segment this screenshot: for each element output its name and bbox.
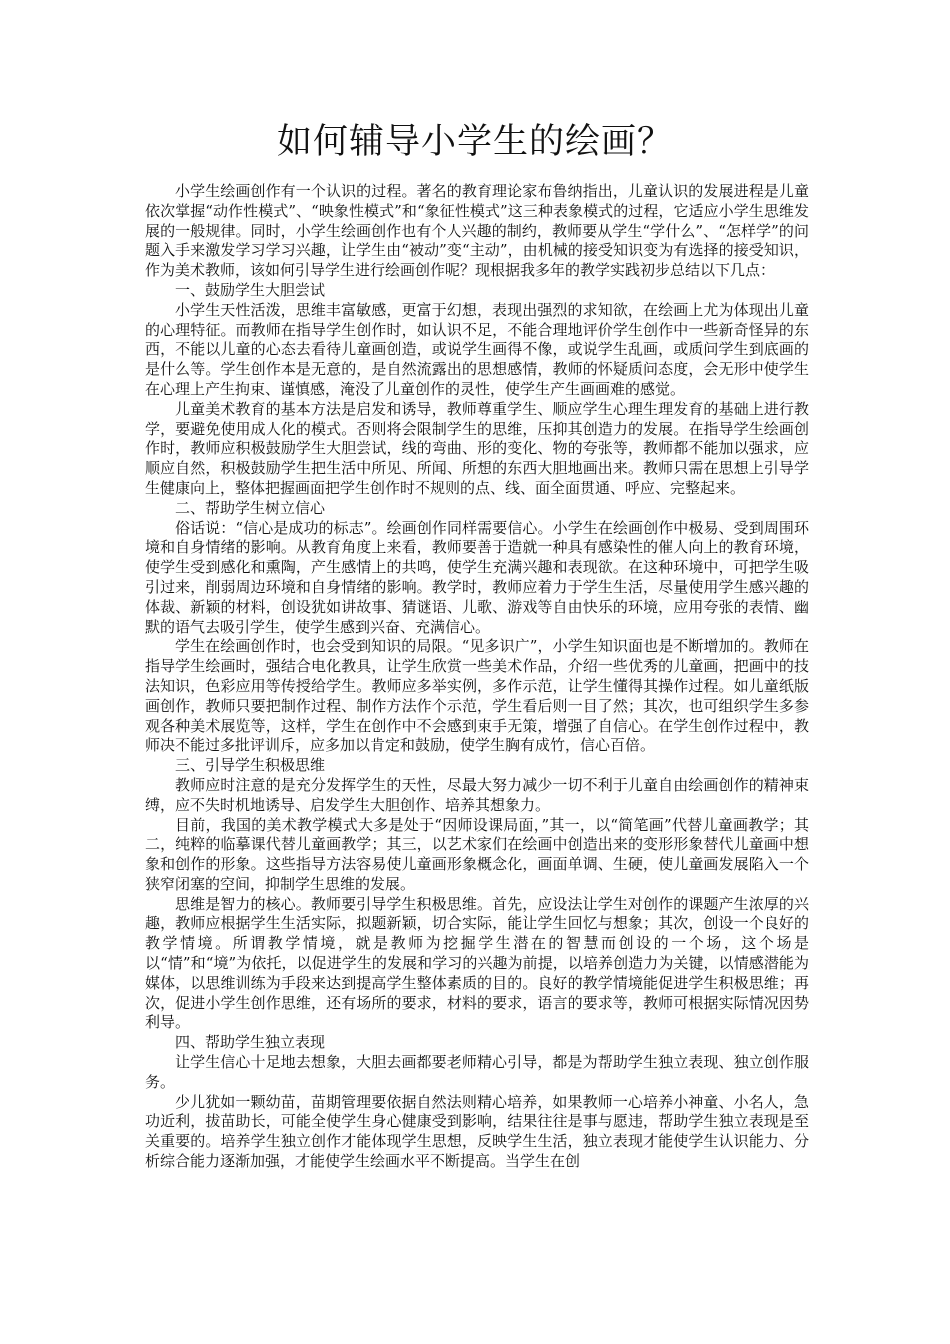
paragraph: 小学生天性活泼，思维丰富敏感，更富于幻想，表现出强烈的求知欲，在绘画上尤为体现出儿童的心理特征。而教师在指导学生创作时，如认识不足，不能合理地评价学生创作中一些新奇怪异的东西，不能以儿童的心态去看待儿童画创造，或说学生画得不像，或说学生乱画，或质问学生到底画的是什么等。学生创作本是无意的，是自然流露出的思想感情，教师的怀疑质问态度，会无形中使学生在心理上产生拘束、谨慎感，淹没了儿童创作的灵性，使学生产生画画难的感觉。 <box>145 300 809 398</box>
section-heading-1: 一、鼓励学生大胆尝试 <box>175 280 326 299</box>
document-body <box>145 182 809 1172</box>
paragraph: 俗话说：“信心是成功的标志”。绘画创作同样需要信心。小学生在绘画创作中极易、受到周围环境和自身情绪的影响。从教育角度上来看，教师要善于造就一种具有感染性的催人向上的教育环境，使学生受到感化和熏陶，产生感情上的共鸣，使学生充满兴趣和表现欲。在这种环境中，可把学生吸引过来，削弱周边环境和自身情绪的影响。教学时，教师应着力于学生生活，尽量使用学生感兴趣的体裁、新颖的材料，创设犹如讲故事、猜谜语、儿歌、游戏等自由快乐的环境，应用夸张的表情、幽默的语气去吸引学生，使学生感到兴奋、充满信心。 <box>145 518 809 636</box>
paragraph: 儿童美术教育的基本方法是启发和诱导，教师尊重学生、顺应学生心理生理发育的基础上进行教学，要避免使用成人化的模式。否则将会限制学生的思维，压抑其创造力的发展。在指导学生绘画创作时，教师应积极鼓励学生大胆尝试，线的弯曲、形的变化、物的夸张等，教师都不能加以强求，应顺应自然，积极鼓励学生把生活中所见、所闻、所想的东西大胆地画出来。教师只需在思想上引导学生健康向上，整体把握画面把学生创作时不规则的点、线、面全面贯通、呼应、完整起来。 <box>145 399 809 497</box>
paragraph: 教师应时注意的是充分发挥学生的天性，尽最大努力减少一切不利于儿童自由绘画创作的精神束缚，应不失时机地诱导、启发学生大胆创作、培养其想象力。 <box>145 775 809 814</box>
section-heading-2: 二、帮助学生树立信心 <box>175 498 326 517</box>
section-heading-4: 四、帮助学生独立表现 <box>175 1033 326 1052</box>
paragraph: 学生在绘画创作时，也会受到知识的局限。“见多识广”，小学生知识面也是不断增加的。教师在指导学生绘画时，强结合电化教具，让学生欣赏一些美术作品，介绍一些优秀的儿童画，把画中的技法知识，色彩应用等传授给学生。教师应多举实例，多作示范，让学生懂得其操作过程。如儿童纸版画创作，教师只要把制作过程、制作方法作个示范，学生看后则一目了然；其次，也可组织学生多参观各种美术展览等，这样，学生在创作中不会感到束手无策，增强了自信心。在学生创作过程中，教师决不能过多批评训斥，应多加以肯定和鼓励，使学生胸有成竹，信心百倍。 <box>145 637 809 755</box>
section-heading-3: 三、引导学生积极思维 <box>175 756 326 775</box>
document-title: 如何辅导小学生的绘画？ <box>276 122 673 162</box>
paragraph: 少儿犹如一颗幼苗，苗期管理要依据自然法则精心培养，如果教师一心培养小神童、小名人，急功近利，拔苗助长，可能全使学生身心健康受到影响，结果往往是事与愿违，帮助学生独立表现是至关重要的。培养学生独立创作才能体现学生思想，反映学生生活，独立表现才能使学生认识能力、分析综合能力逐渐加强，才能使学生绘画水平不断提高。当学生在创 <box>145 1092 809 1171</box>
paragraph: 让学生信心十足地去想象，大胆去画都要老师精心引导，都是为帮助学生独立表现、独立创作服务。 <box>145 1053 809 1091</box>
paragraph-intro: 小学生绘画创作有一个认识的过程。著名的教育理论家布鲁纳指出，儿童认识的发展进程是儿童依次掌握“动作性模式”、“映象性模式”和“象征性模式”这三种表象模式的过程，它适应小学生思维发展的一般规律。同时，小学生绘画创作也有个人兴趣的制约，教师要从学生“学什么”、“怎样学”的问题入手来激发学习学习兴趣，让学生由“被动”变“主动”，由机械的接受知识变为有选择的接受知识，作为美术教师，该如何引导学生进行绘画创作呢？现根据我多年的教学实践初步总结以下几点： <box>145 182 809 280</box>
paragraph: 目前，我国的美术教学模式大多是处于“因师设课局面，”其一，以“简笔画”代替儿童画教学；其二，纯粹的临摹课代替儿童画教学；其三，以艺术家们在绘画中创造出来的变形形象替代儿童画中想象和创作的形象。这些指导方法容易使儿童画形象概念化，画面单调、生硬，使儿童画发展陷入一个狭窄闭塞的空间，抑制学生思维的发展。 <box>145 815 809 893</box>
paragraph: 思维是智力的核心。教师要引导学生积极思维。首先，应设法让学生对创作的课题产生浓厚的兴趣，教师应根据学生生活实际，拟题新颖，切合实际，能让学生回忆与想象；其次，创设一个良好的教学情境。所谓教学情境，就是教师为挖掘学生潜在的智慧而创设的一个场，这个场是以“情”和“境”为依托，以促进学生的发展和学习的兴趣为前提，以培养创造力为关键，以情感潜能为媒体，以思维训练为手段来达到提高学生整体素质的目的。良好的教学情境能促进学生积极思维；再次，促进小学生创作思维，还有场所的要求，材料的要求，语言的要求等，教师可根据实际情况因势利导。 <box>145 894 809 1032</box>
